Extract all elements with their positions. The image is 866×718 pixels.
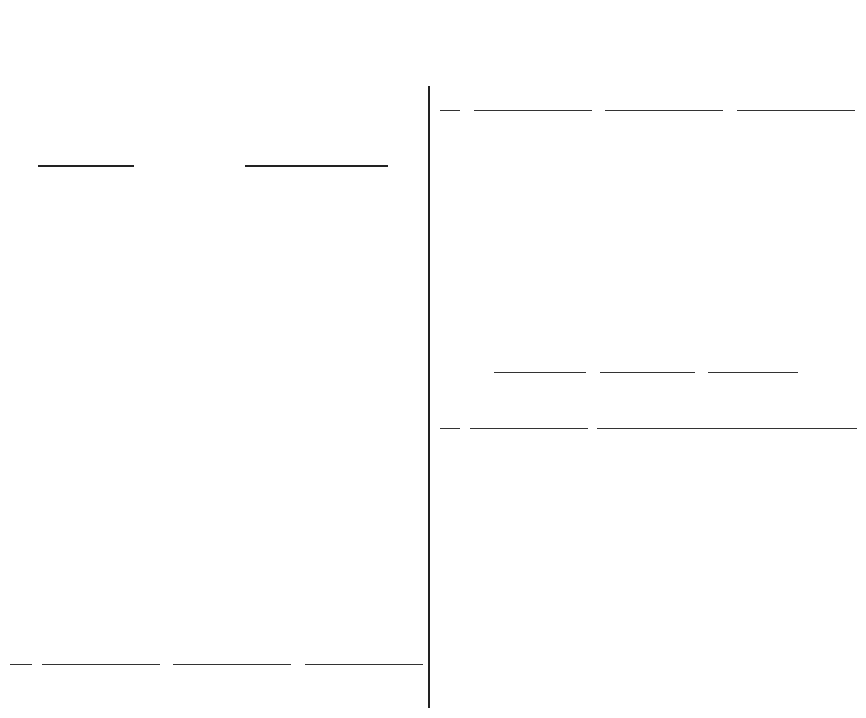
rule [42,664,160,665]
rule [737,110,855,111]
rule [10,664,32,665]
rule [494,372,586,373]
rule [597,428,857,429]
rule [708,372,798,373]
rule [440,110,460,111]
rule [470,428,588,429]
rule [173,664,291,665]
column-divider [428,86,430,708]
law-number-rule [38,165,134,167]
rule [440,428,460,429]
rule [605,110,723,111]
acceptance-date-rule [245,165,388,167]
rule [305,664,423,665]
rule [600,372,695,373]
rule [474,110,592,111]
